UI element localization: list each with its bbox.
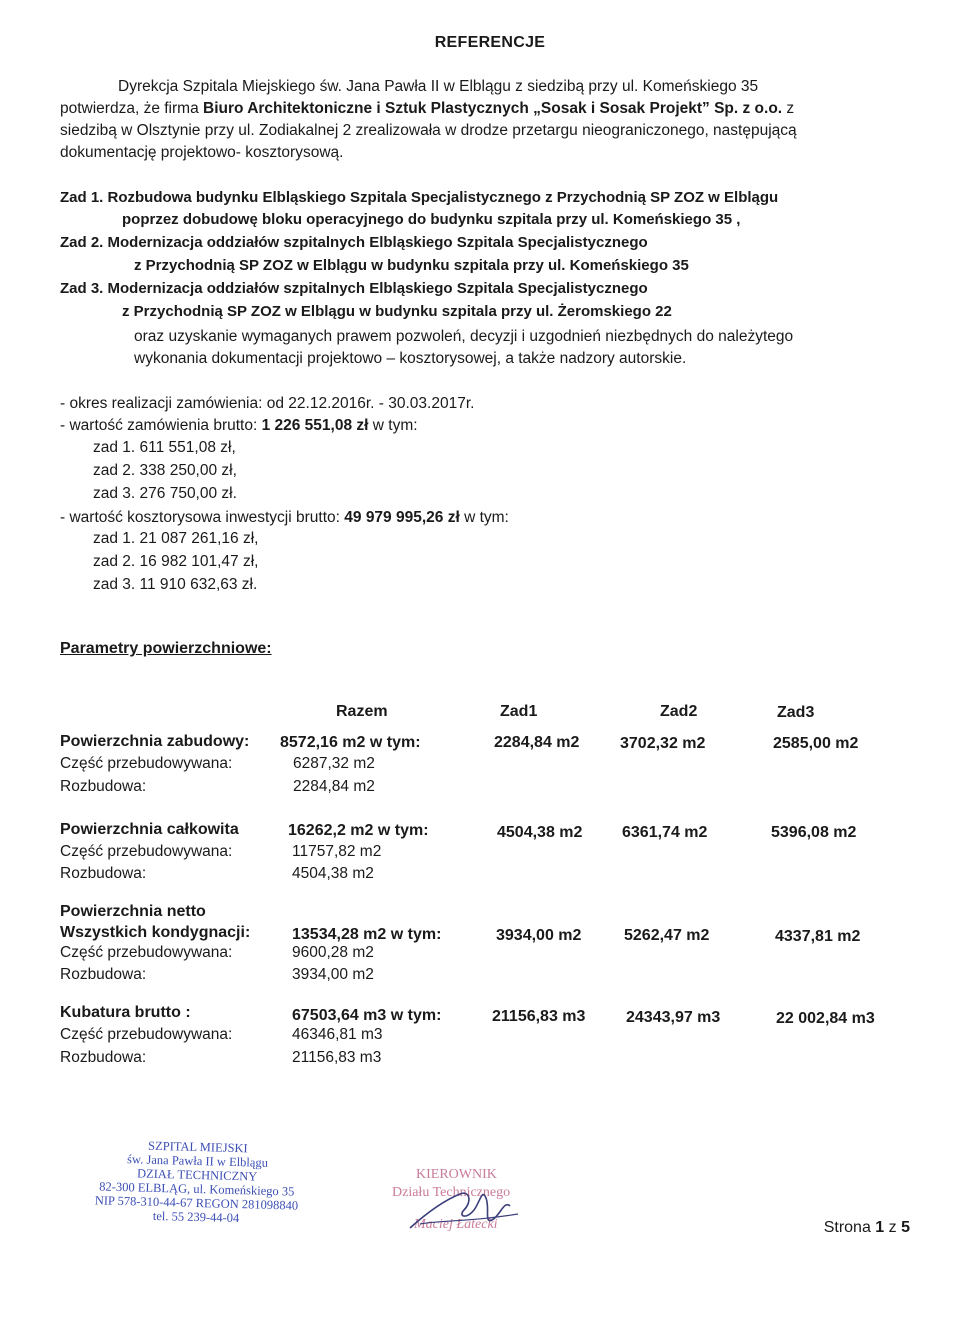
handwritten-signature (400, 1180, 530, 1240)
group-total-netto: 13534,28 m2 w tym: (292, 926, 442, 943)
row-label: Część przebudowywana: (60, 944, 233, 961)
parameters-heading: Parametry powierzchniowe: (60, 640, 272, 657)
group-zad3-kubatura: 22 002,84 m3 (776, 1010, 875, 1027)
order-value-suffix: w tym: (368, 417, 418, 434)
investment-value-line (60, 509, 509, 527)
investment-item-1: zad 1. 21 087 261,16 zł, (93, 530, 259, 547)
row-value: 3934,00 m2 (292, 966, 374, 983)
investment-item-2: zad 2. 16 982 101,47 zł, (93, 553, 259, 570)
total-pages: 5 (901, 1219, 910, 1236)
column-header-zad1: Zad1 (500, 703, 538, 720)
group-zad3-netto: 4337,81 m2 (775, 928, 861, 945)
page-label: Strona (823, 1219, 876, 1236)
investment-value-label: - wartość kosztorysowa inwestycji brutto: (60, 509, 345, 526)
intro-line-2 (60, 98, 794, 120)
group-total-kubatura: 67503,64 m3 w tym: (292, 1007, 442, 1024)
order-item-1: zad 1. 611 551,08 zł, (93, 439, 236, 456)
task-3-line-2: z Przychodnią SP ZOZ w Elblągu w budynku szpitala przy ul. Żeromskiego 22 (122, 303, 672, 320)
group-zad3-calkowita: 5396,08 m2 (771, 824, 857, 841)
intro-line-4: dokumentację projektowo- kosztorysową. (60, 144, 344, 161)
task-1-line-2: poprzez dobudowę bloku operacyjnego do budynku szpitala przy ul. Komeńskiego 35 , (122, 211, 741, 228)
task-1-line-1: Zad 1. Rozbudowa budynku Elbląskiego Szpitala Specjalistycznego z Przychodnią SP ZOZ w Elblągu (60, 189, 779, 206)
group-label-calkowita: Powierzchnia całkowita (60, 821, 239, 838)
investment-value: 49 979 995,26 zł (344, 509, 460, 526)
task-2-line-2: z Przychodnią SP ZOZ w Elblągu w budynku szpitala przy ul. Komeńskiego 35 (134, 257, 689, 274)
realization-period: - okres realizacji zamówienia: od 22.12.2016r. - 30.03.2017r. (60, 395, 475, 412)
institution-stamp (71, 1137, 323, 1228)
stamp-line: NIP 578-310-44-67 REGON 281098840 (94, 1193, 299, 1213)
row-value: 11757,82 m2 (292, 843, 382, 860)
group-zad3-zabudowy: 2585,00 m2 (773, 735, 859, 752)
order-value-line (60, 417, 418, 435)
stamp-line: św. Jana Pawła II w Elblągu (126, 1152, 269, 1170)
intro-line-3: siedzibą w Olsztynie przy ul. Zodiakalnej 2 zrealizowała w drodze przetargu nieograniczonego, następującą (60, 122, 797, 139)
row-value: 6287,32 m2 (293, 755, 375, 772)
group-zad2-calkowita: 6361,74 m2 (622, 824, 708, 841)
column-header-razem: Razem (336, 703, 388, 720)
group-label-netto-1: Powierzchnia netto (60, 903, 206, 920)
page-separator: z (884, 1219, 902, 1236)
group-total-zabudowy: 8572,16 m2 w tym: (280, 734, 421, 751)
intro-text: potwierdza, że firma (60, 100, 203, 117)
group-zad1-kubatura: 21156,83 m3 (492, 1008, 586, 1025)
group-zad2-netto: 5262,47 m2 (624, 927, 710, 944)
investment-item-3: zad 3. 11 910 632,63 zł. (93, 576, 258, 593)
stamp-line: 82-300 ELBLĄG, ul. Komeńskiego 35 (99, 1179, 295, 1199)
row-value: 46346,81 m3 (292, 1026, 383, 1043)
group-zad2-kubatura: 24343,97 m3 (626, 1009, 721, 1026)
page-title: REFERENCJE (434, 34, 546, 51)
manager-stamp-title: KIEROWNIK (416, 1167, 497, 1182)
row-value: 9600,28 m2 (292, 944, 374, 961)
task-3-line-1: Zad 3. Modernizacja oddziałów szpitalnych Elbląskiego Szpitala Specjalistycznego (60, 280, 648, 297)
row-value: 2284,84 m2 (293, 778, 375, 795)
stamp-line: DZIAŁ TECHNICZNY (136, 1166, 258, 1184)
row-value: 4504,38 m2 (292, 865, 374, 882)
investment-value-suffix: w tym: (459, 509, 509, 526)
stamp-line: SZPITAL MIEJSKI (147, 1138, 248, 1156)
stamp-line: tel. 55 239-44-04 (152, 1208, 240, 1226)
order-item-3: zad 3. 276 750,00 zł. (93, 485, 237, 502)
current-page: 1 (875, 1219, 885, 1236)
group-label-kubatura: Kubatura brutto : (60, 1004, 191, 1021)
task-scope-line-1: oraz uzyskanie wymaganych prawem pozwoleń, decyzji i uzgodnień niezbędnych do należytego (134, 328, 794, 345)
group-zad1-netto: 3934,00 m2 (496, 927, 582, 944)
manager-stamp-department: Działu Technicznego (392, 1185, 511, 1200)
order-value-label: - wartość zamówienia brutto: (60, 417, 262, 434)
row-label: Rozbudowa: (60, 778, 147, 795)
column-header-zad2: Zad2 (660, 703, 698, 720)
row-label: Rozbudowa: (60, 865, 147, 882)
task-scope-line-2: wykonania dokumentacji projektowo – kosztorysowej, a także nadzory autorskie. (134, 350, 687, 367)
row-label: Rozbudowa: (60, 1049, 147, 1066)
group-label-netto-2: Wszystkich kondygnacji: (60, 924, 251, 941)
manager-stamp-name: Maciej Łatecki (414, 1217, 498, 1232)
group-total-calkowita: 16262,2 m2 w tym: (288, 822, 429, 839)
row-label: Część przebudowywana: (60, 843, 233, 860)
page-number (824, 1219, 910, 1237)
intro-line-1: Dyrekcja Szpitala Miejskiego św. Jana Pawła II w Elblągu z siedzibą przy ul. Komeńskiego 35 (118, 78, 759, 95)
group-zad2-zabudowy: 3702,32 m2 (620, 735, 706, 752)
group-zad1-calkowita: 4504,38 m2 (497, 824, 583, 841)
row-value: 21156,83 m3 (292, 1049, 382, 1066)
order-value: 1 226 551,08 zł (261, 417, 369, 434)
group-zad1-zabudowy: 2284,84 m2 (494, 734, 580, 751)
row-label: Część przebudowywana: (60, 1026, 233, 1043)
company-name: Biuro Architektoniczne i Sztuk Plastycznych „Sosak i Sosak Projekt” Sp. z o.o. (203, 100, 783, 117)
order-item-2: zad 2. 338 250,00 zł, (93, 462, 237, 479)
intro-text-end: z (782, 100, 795, 117)
task-2-line-1: Zad 2. Modernizacja oddziałów szpitalnych Elbląskiego Szpitala Specjalistycznego (60, 234, 648, 251)
group-label-zabudowy: Powierzchnia zabudowy: (60, 733, 250, 750)
row-label: Rozbudowa: (60, 966, 147, 983)
row-label: Część przebudowywana: (60, 755, 233, 772)
column-header-zad3: Zad3 (777, 704, 815, 721)
